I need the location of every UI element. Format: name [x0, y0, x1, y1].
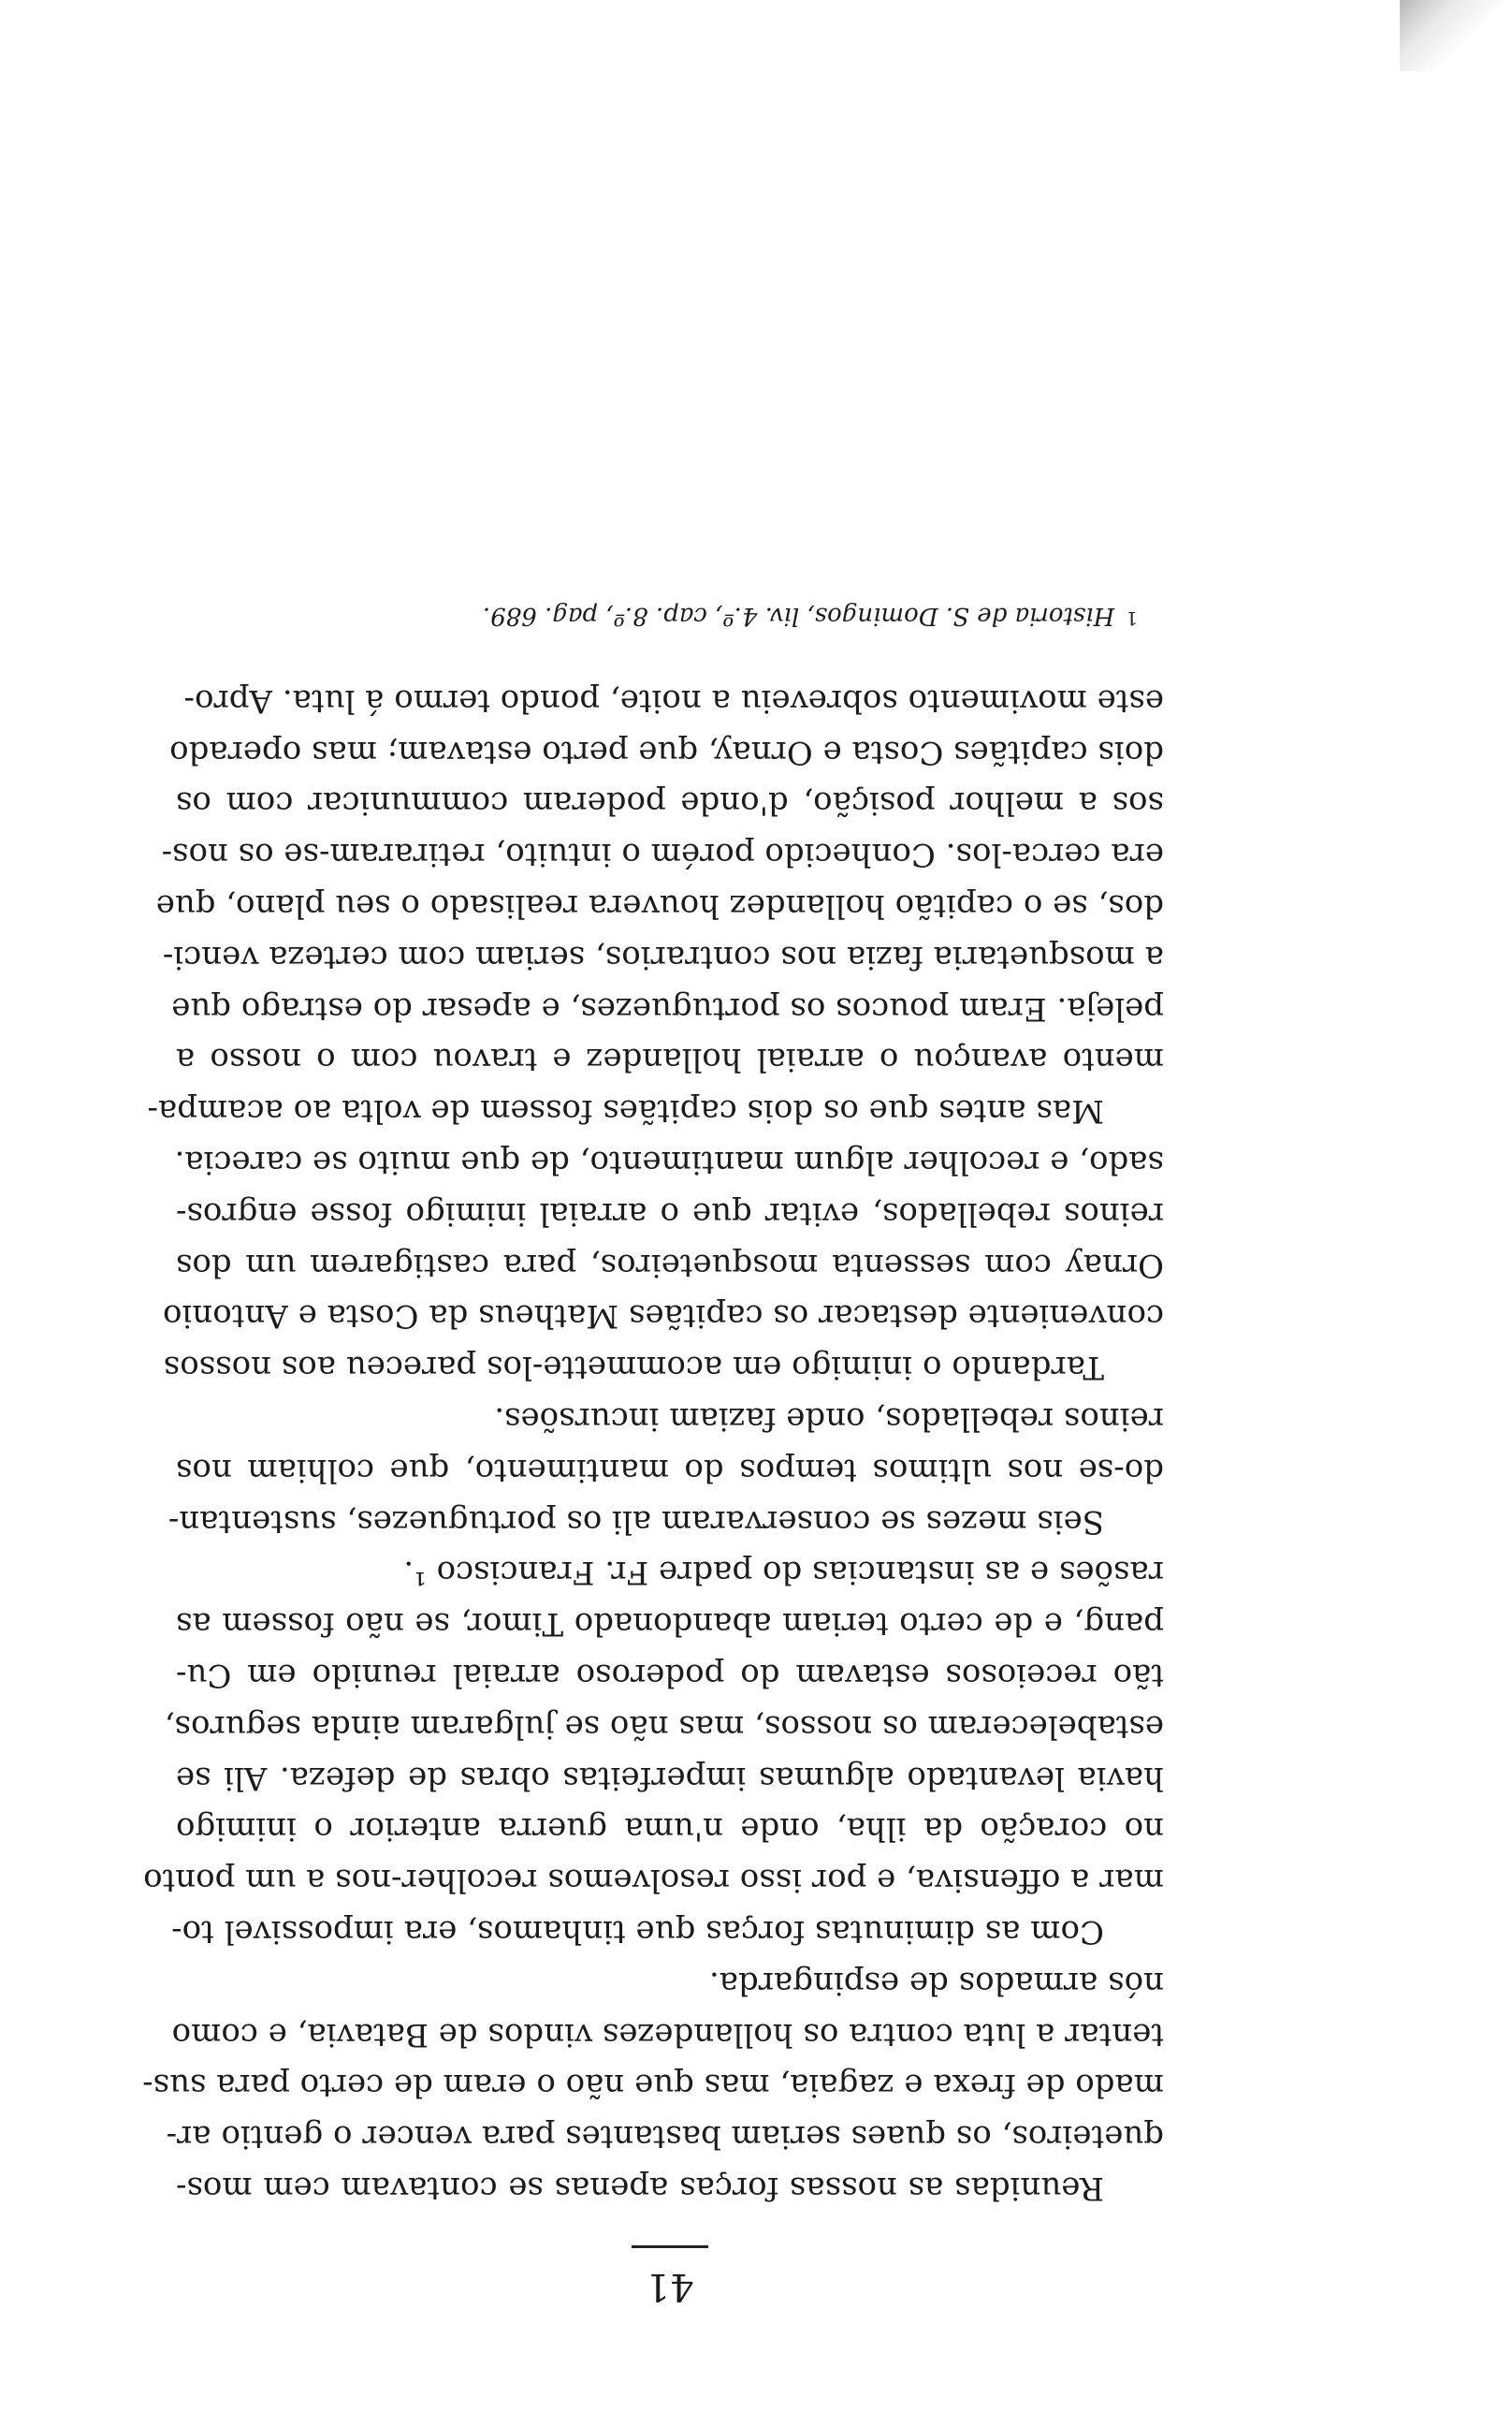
text-line: dos, se o capitão hollandez houvera realisado o seu plano, que: [155, 887, 1164, 926]
paragraph: [167, 1393, 1164, 1546]
text-line: queteiros, os quaes seriam bastantes para vencer o gentio ar-: [166, 2118, 1164, 2156]
text-line: mado de frexa e zagaia, mas que não o eram de certo para sus-: [142, 2067, 1164, 2105]
text-line: peleja. Eram poucos os portuguezes, e apesar do estrago que: [171, 989, 1164, 1028]
text-line: no coração da ilha, onde n'uma guerra anterior o inimigo: [176, 1810, 1164, 1848]
text-line: a mosquetaria fazia nos contrarios, seriam com certeza venci-: [162, 938, 1164, 976]
text-line: dois capitães Costa e Ornay, que perto estavam; mas operado: [169, 733, 1164, 771]
text-line: mento avançou o arraial hollandez e travou com o nosso a: [176, 1041, 1164, 1079]
text-line: Com as diminutas forças que tinhamos, era impossivel to-: [171, 1913, 1104, 1951]
text-line: sos a melhor posição, d'onde poderam communicar com os: [176, 784, 1164, 823]
text-line: Ornay com sessenta mosqueteiros, para castigarem um dos: [176, 1246, 1164, 1284]
body-text: [142, 675, 1164, 2214]
paragraph: [163, 1136, 1164, 1393]
paragraph: [143, 1547, 1164, 1957]
text-line: conveniente destacar os capitães Matheus da Costa e Antonio: [163, 1297, 1164, 1336]
text-line: Mas antes que os dois capitães fossem de volta ao acampa-: [147, 1092, 1104, 1131]
text-line: sado, e recolher algum mantimento, de que muito se carecia.: [174, 1144, 1164, 1182]
footnote-marker: 1: [1126, 607, 1138, 631]
text-line: reinos rebellados, onde faziam incursões.: [494, 1400, 1164, 1439]
footnote: [176, 599, 1164, 636]
text-line: pang, e de certo teriam abandonado Timor, se não fossem as: [176, 1605, 1164, 1644]
text-line: havia levantado algumas imperfeitas obras de defeza. Ali se: [176, 1759, 1164, 1797]
text-line: nós armados de espingarda.: [708, 1964, 1164, 2002]
page-number: 41: [646, 2265, 694, 2308]
text-line: Tardando o inimigo em acommette-los pareceu aos nossos: [163, 1349, 1104, 1387]
text-line: reinos rebellados, evitar que o arraial inimigo fosse engros-: [176, 1194, 1164, 1233]
text-line: tentar a luta contra os hollandezes vindos de Batavia, e como: [171, 2015, 1164, 2053]
page-corner-shadow: [1400, 0, 1512, 71]
text-line: rasões e as instancias do padre Fr. Francisco ¹.: [403, 1554, 1164, 1592]
footnote-text: Historia de S. Domingos, liv. 4.º, cap. 8.º, pag. 689.: [482, 602, 1115, 631]
text-line: Reunidas as nossas forças apenas se contavam cem mos-: [176, 2170, 1104, 2207]
text-line: do-se nos ultimos tempos do mantimento, que colhiam nos: [176, 1451, 1164, 1489]
text-line: tão receiosos estavam do poderoso arraial reunido em Cu-: [176, 1657, 1164, 1695]
text-line: este movimento sobreveiu a noite, pondo termo á luta. Apro-: [183, 681, 1164, 720]
text-line: estabeleceram os nossos, mas não se julgaram ainda seguros,: [164, 1707, 1164, 1746]
text-line: mar a offensiva, e por isso resolvemos recolher-nos a um ponto: [143, 1862, 1164, 1900]
paragraph: [142, 1957, 1164, 2214]
page-number-rule: [632, 2245, 708, 2248]
text-line: era cerca-los. Conhecido porém o intuito, retiraram-se os nos-: [161, 836, 1164, 874]
paragraph: [147, 675, 1164, 1136]
text-block: [142, 599, 1164, 2310]
text-line: Seis mezes se conservaram ali os portuguezes, sustentan-: [167, 1502, 1104, 1541]
